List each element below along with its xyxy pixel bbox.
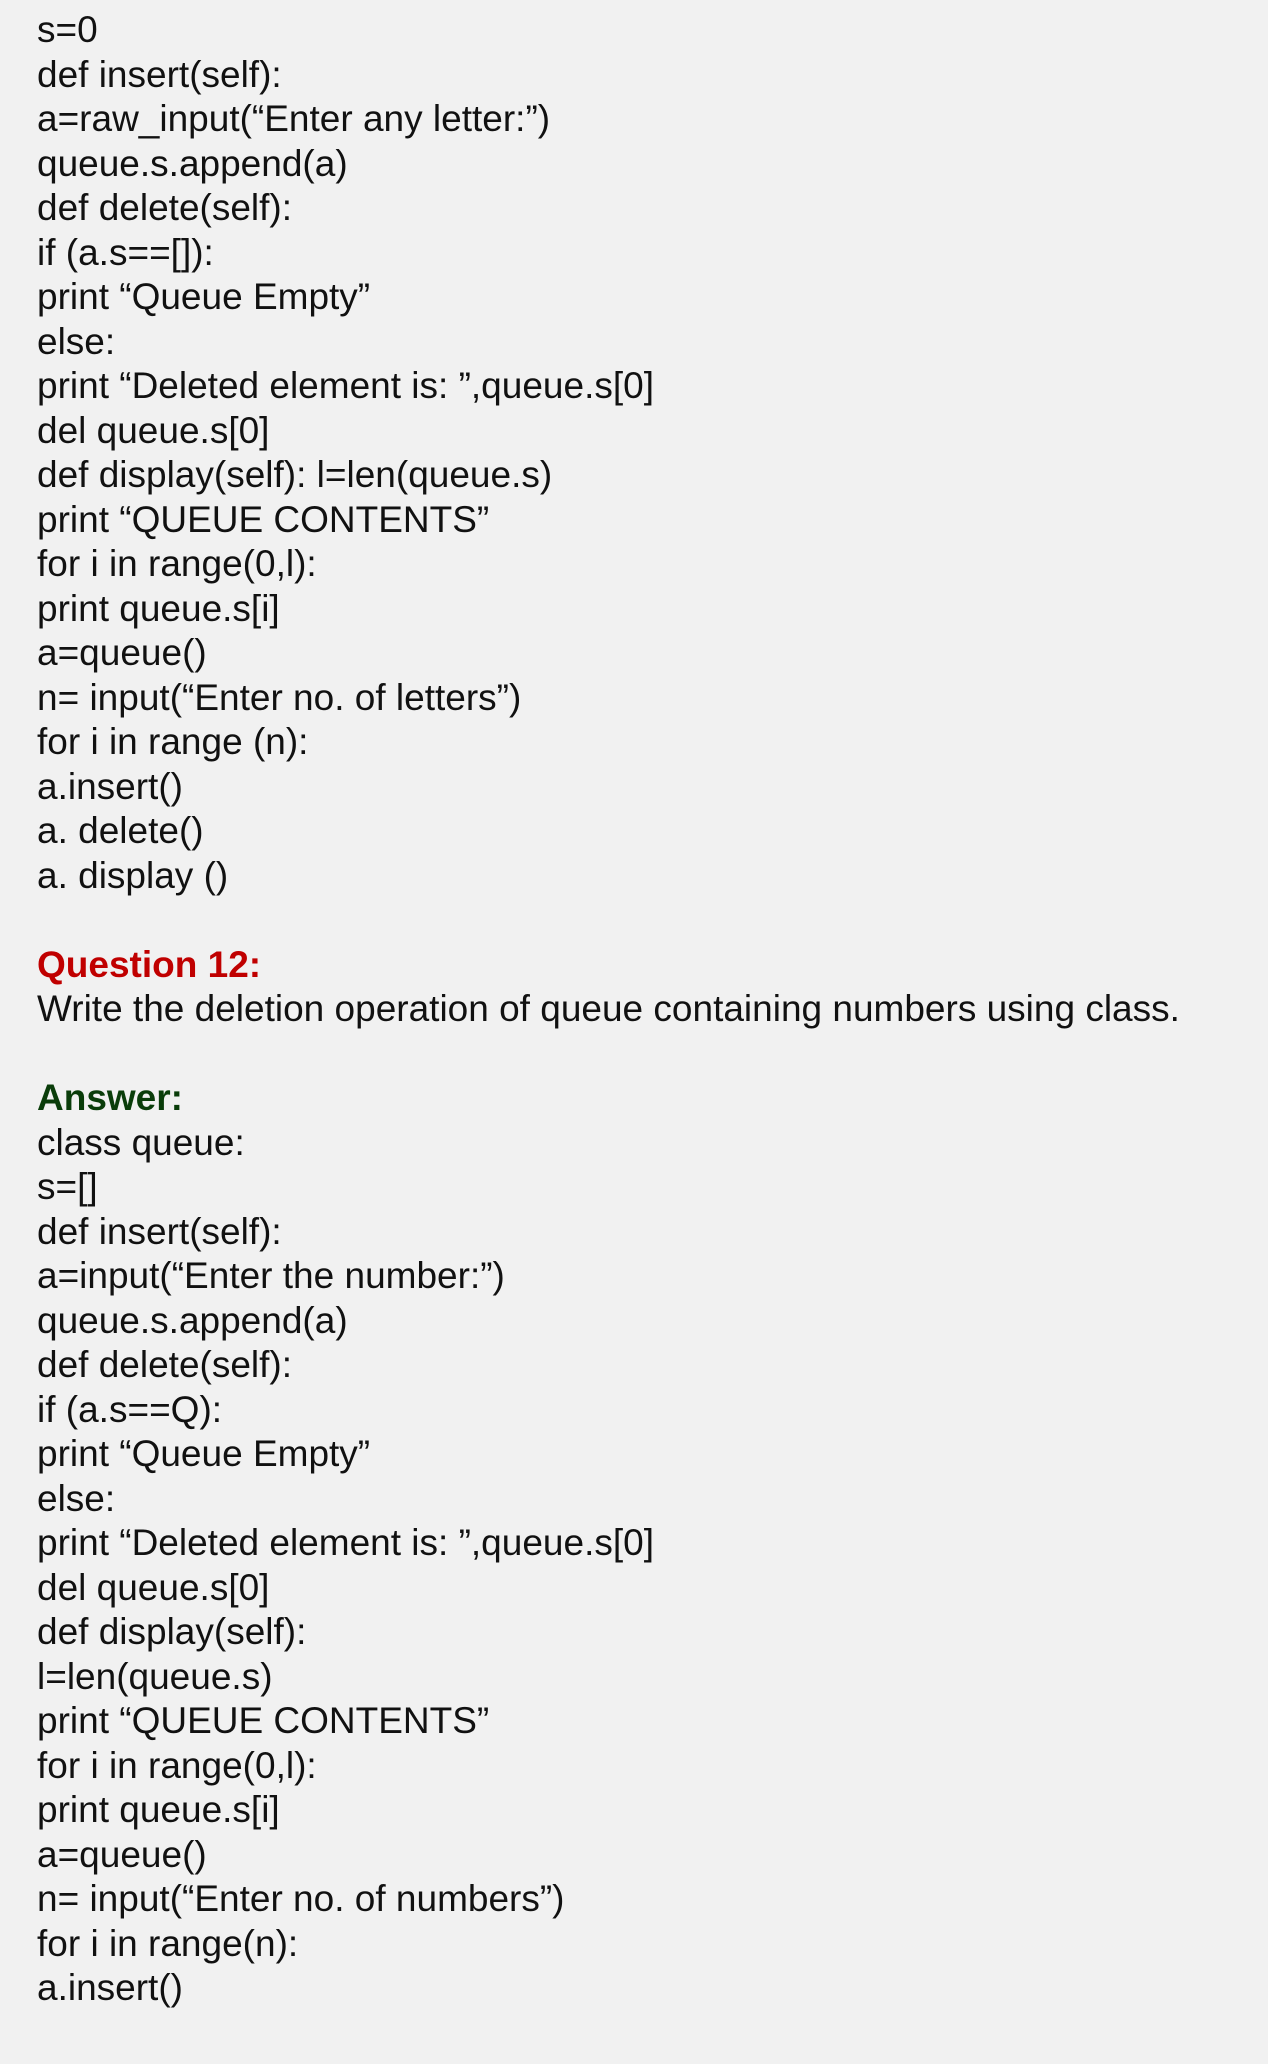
code-line: a=raw_input(“Enter any letter:”) [37,98,551,139]
code-line: print “QUEUE CONTENTS” [37,498,490,540]
code-line: def delete(self): [37,187,293,228]
code-line: l=len(queue.s) [37,1655,273,1697]
code-line: for i in range(n): [37,1922,299,1964]
question-section [37,943,1232,1032]
question-text: Write the deletion operation of queue containing numbers using class. [37,988,1180,1029]
code-line: for i in range(0,l): [37,543,317,584]
code-line: a=queue() [37,1833,207,1875]
code-line: class queue: [37,1121,245,1163]
code-line: s=0 [37,9,98,50]
code-line: if (a.s==Q): [37,1388,223,1430]
code-line: print “Deleted element is: ”,queue.s[0] [37,1522,654,1563]
answer-section [37,1076,1232,2011]
code-line: print “Queue Empty” [37,1433,371,1474]
code-line: a.insert() [37,765,183,807]
code-line: def delete(self): [37,1344,293,1385]
code-line: for i in range (n): [37,721,309,762]
code-line: print queue.s[i] [37,587,280,629]
code-line: queue.s.append(a) [37,142,348,184]
code-line: print queue.s[i] [37,1789,280,1830]
code-line: del queue.s[0] [37,409,270,451]
code-line: a. delete() [37,810,204,851]
code-line: del queue.s[0] [37,1566,270,1608]
code-line: def insert(self): [37,53,282,95]
code-line: a=queue() [37,632,207,673]
code-line: n= input(“Enter no. of letters”) [37,676,522,718]
code-line: def display(self): l=len(queue.s) [37,454,553,495]
code-line: a=input(“Enter the number:”) [37,1255,505,1296]
code-line: for i in range(0,l): [37,1744,317,1786]
code-line: n= input(“Enter no. of numbers”) [37,1878,565,1919]
question-heading: Question 12: [37,943,262,985]
code-line: if (a.s==[]): [37,231,214,273]
code-block-1 [37,8,1232,898]
code-line: queue.s.append(a) [37,1299,348,1341]
spacer [37,1032,1232,1077]
code-line: else: [37,1477,116,1519]
code-line: print “Deleted element is: ”,queue.s[0] [37,365,654,406]
code-line: print “QUEUE CONTENTS” [37,1700,490,1741]
answer-heading: Answer: [37,1077,183,1118]
code-line: def insert(self): [37,1210,282,1252]
code-line: print “Queue Empty” [37,276,371,317]
code-line: s=[] [37,1166,98,1207]
code-line: a.insert() [37,1967,183,2008]
code-line: def display(self): [37,1611,307,1652]
code-line: else: [37,320,116,362]
code-line: a. display () [37,854,229,896]
spacer [37,898,1232,943]
